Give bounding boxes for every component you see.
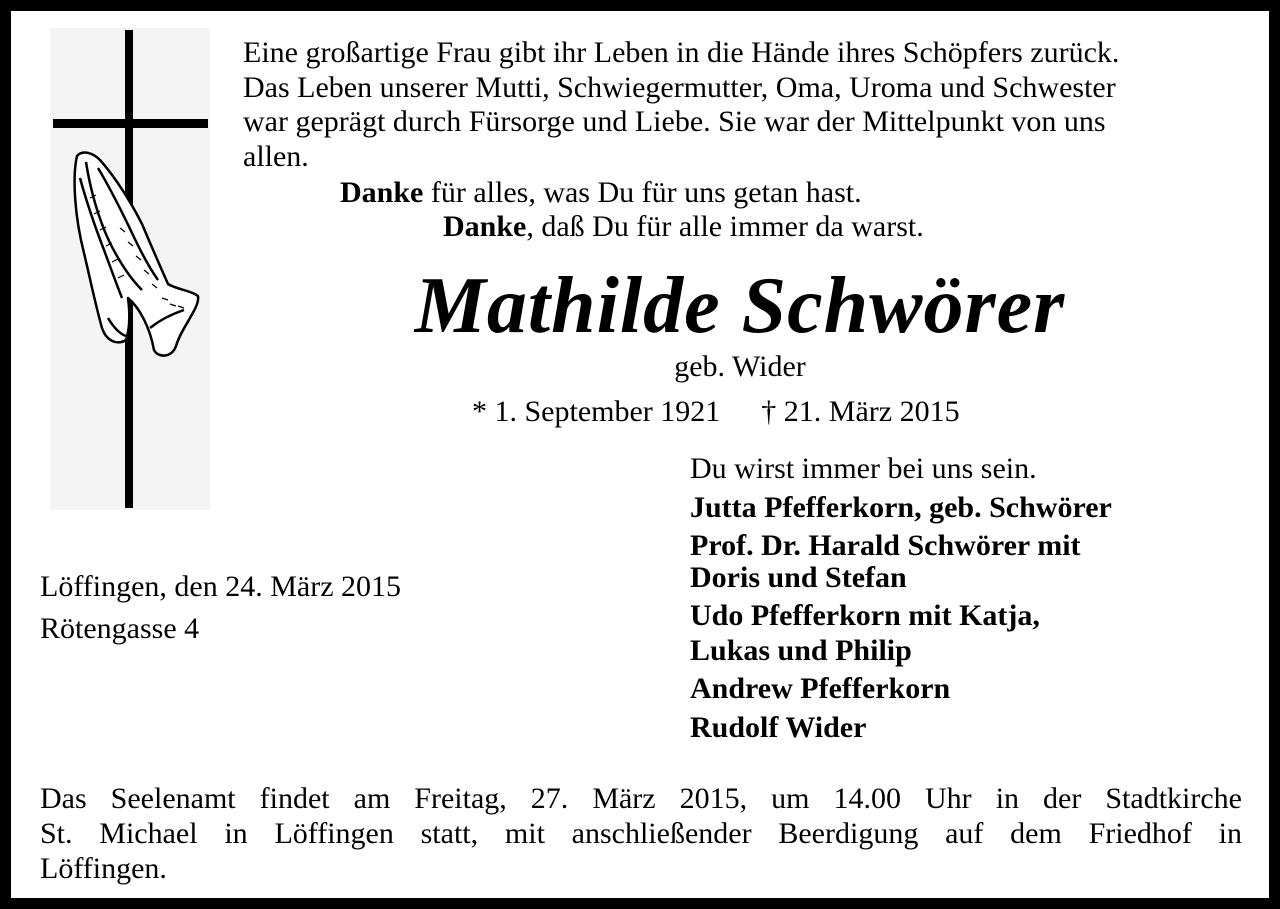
thanks-bold: Danke xyxy=(443,210,527,243)
intro-line: war geprägt durch Fürsorge und Liebe. Sie war der Mittelpunkt von uns xyxy=(243,105,1106,138)
thanks-text: für alles, was Du für uns getan hast. xyxy=(423,176,862,209)
intro-line: Eine großartige Frau gibt ihr Leben in die Hände ihres Schöpfers zurück. xyxy=(243,36,1120,69)
birth-date: * 1. September 1921 xyxy=(472,395,721,428)
birth-name: geb. Wider xyxy=(674,350,806,383)
service-line: Das Seelenamt findet am Freitag, 27. März 2015, um 14.00 Uhr in der Stadtkirche xyxy=(40,782,1242,815)
service-line: Löffingen. xyxy=(40,852,167,885)
thanks-text: , daß Du für alle immer da warst. xyxy=(526,210,924,243)
mourner-line: Rudolf Wider xyxy=(690,710,867,744)
service-line: St. Michael in Löffingen statt, mit anschließender Beerdigung auf dem Friedhof in xyxy=(40,817,1242,850)
family-motto: Du wirst immer bei uns sein. xyxy=(690,452,1037,485)
life-dates xyxy=(472,395,960,429)
mourner-line: Udo Pfefferkorn mit Katja, xyxy=(690,599,1040,632)
mourner-line: Prof. Dr. Harald Schwörer mit xyxy=(690,529,1081,562)
deceased-name: Mathilde Schwörer xyxy=(414,262,1066,350)
mourner-line: Andrew Pfefferkorn xyxy=(690,672,951,705)
thanks-bold: Danke xyxy=(340,176,424,209)
intro-line: Das Leben unserer Mutti, Schwiegermutter, Oma, Uroma und Schwester xyxy=(243,70,1116,104)
mourner-line: Lukas und Philip xyxy=(690,633,912,667)
thanks-line-1 xyxy=(340,176,862,210)
service-notice xyxy=(40,781,1242,886)
place-date: Löffingen, den 24. März 2015 xyxy=(40,570,402,603)
intro-text xyxy=(243,36,1243,174)
death-date: † 21. März 2015 xyxy=(761,395,960,428)
mourner-line: Jutta Pfefferkorn, geb. Schwörer xyxy=(690,490,1112,524)
mourners-list xyxy=(690,450,1112,747)
address: Rötengasse 4 xyxy=(40,612,200,645)
thanks-line-2 xyxy=(443,210,924,244)
mourner-line: Doris und Stefan xyxy=(690,560,907,594)
place-block xyxy=(40,566,401,650)
intro-line: allen. xyxy=(243,139,309,173)
